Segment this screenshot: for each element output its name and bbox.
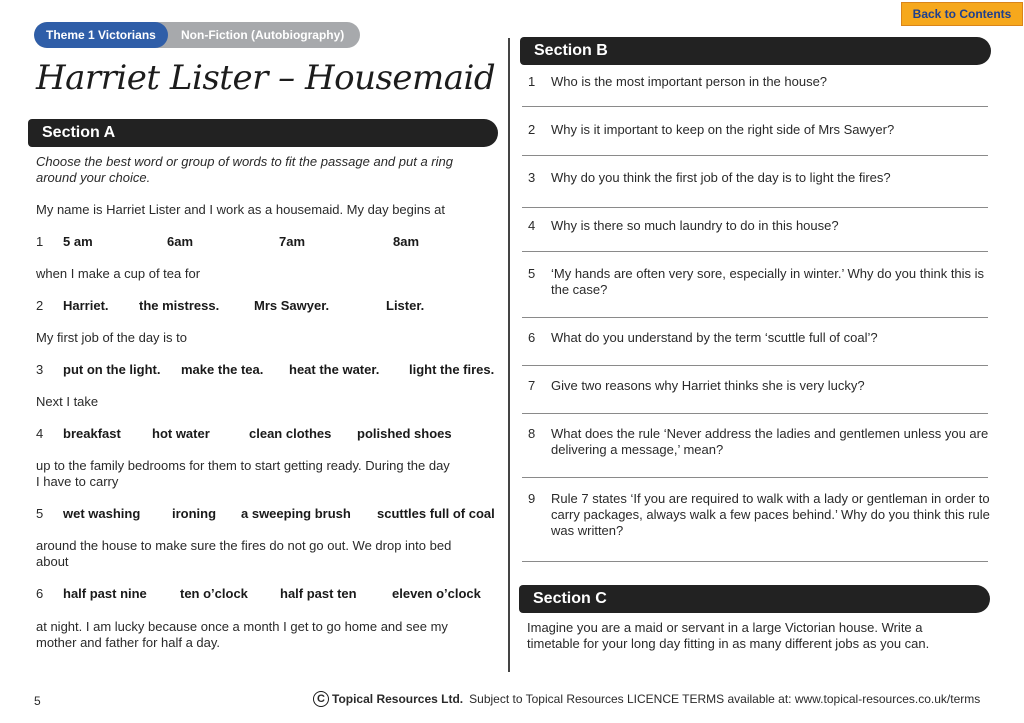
question-number: 2 xyxy=(36,298,44,313)
option[interactable]: 6am xyxy=(167,234,194,249)
answer-line[interactable] xyxy=(522,365,988,366)
publisher-name: Topical Resources Ltd. xyxy=(332,692,464,706)
option[interactable]: light the fires. xyxy=(409,362,495,377)
question-text: Give two reasons why Harriet thinks she is very lucky? xyxy=(551,378,865,393)
question-text: Why is it important to keep on the right side of Mrs Sawyer? xyxy=(551,122,895,137)
question-number: 8 xyxy=(528,426,536,441)
question-number: 6 xyxy=(528,330,536,345)
instruction-line-2: around your choice. xyxy=(36,170,151,185)
option[interactable]: Harriet. xyxy=(63,298,109,313)
column-divider xyxy=(508,38,510,672)
option[interactable]: Mrs Sawyer. xyxy=(254,298,330,313)
section-a-heading: Section A xyxy=(28,119,498,147)
answer-line[interactable] xyxy=(522,251,988,252)
option[interactable]: scuttles full of coal xyxy=(377,506,495,521)
question-number: 1 xyxy=(528,74,536,89)
question-number: 5 xyxy=(36,506,44,521)
back-to-contents-button[interactable]: Back to Contents xyxy=(901,2,1023,26)
option[interactable]: breakfast xyxy=(63,426,121,441)
question-number: 7 xyxy=(528,378,536,393)
option[interactable]: clean clothes xyxy=(249,426,332,441)
passage-line: mother and father for half a day. xyxy=(36,635,221,650)
option[interactable]: half past ten xyxy=(280,586,357,601)
page-title: Harriet Lister – Housemaid xyxy=(36,58,496,98)
genre-label: Non-Fiction (Autobiography) xyxy=(181,28,345,42)
option[interactable]: ten o’clock xyxy=(180,586,248,601)
option[interactable]: wet washing xyxy=(63,506,141,521)
passage-line: around the house to make sure the fires do not go out. We drop into bed xyxy=(36,538,452,553)
question-text: Why is there so much laundry to do in this house? xyxy=(551,218,839,233)
option[interactable]: hot water xyxy=(152,426,210,441)
option[interactable]: make the tea. xyxy=(181,362,264,377)
footer xyxy=(313,691,980,707)
question-text: Rule 7 states ‘If you are required to walk with a lady or gentleman in order to carry packages, always walk a few paces behind.’ Why do you think this rule was written? xyxy=(551,491,990,538)
question-text: Why do you think the first job of the day is to light the fires? xyxy=(551,170,891,185)
question-text: What does the rule ‘Never address the ladies and gentlemen unless you are delivering a message,’ mean? xyxy=(551,426,989,457)
question-number: 5 xyxy=(528,266,536,281)
theme-label: Theme 1 Victorians xyxy=(34,22,168,48)
task-line: timetable for your long day fitting in as many different jobs as you can. xyxy=(527,636,930,651)
option[interactable]: put on the light. xyxy=(63,362,161,377)
licence-text: Subject to Topical Resources LICENCE TERMS available at: www.topical-resources.co.uk/terms xyxy=(469,692,981,706)
question-number: 9 xyxy=(528,491,536,506)
option[interactable]: 5 am xyxy=(63,234,93,249)
option[interactable]: ironing xyxy=(172,506,217,521)
copyright-icon: C xyxy=(313,691,329,707)
question-text: Who is the most important person in the house? xyxy=(551,74,828,89)
option[interactable]: half past nine xyxy=(63,586,147,601)
answer-line[interactable] xyxy=(522,155,988,156)
option[interactable]: eleven o’clock xyxy=(392,586,481,601)
theme-pill xyxy=(34,22,360,48)
option[interactable]: polished shoes xyxy=(357,426,452,441)
task-line: Imagine you are a maid or servant in a large Victorian house. Write a xyxy=(527,620,923,635)
question-number: 3 xyxy=(36,362,44,377)
question-number: 3 xyxy=(528,170,536,185)
question-number: 1 xyxy=(36,234,44,249)
passage-line: at night. I am lucky because once a month I get to go home and see my xyxy=(36,619,448,634)
question-number: 6 xyxy=(36,586,44,601)
answer-line[interactable] xyxy=(522,317,988,318)
question-number: 4 xyxy=(528,218,536,233)
passage-line: up to the family bedrooms for them to start getting ready. During the day xyxy=(36,458,450,473)
passage-line: My first job of the day is to xyxy=(36,330,188,345)
answer-line[interactable] xyxy=(522,477,988,478)
passage-line: about xyxy=(36,554,69,569)
answer-line[interactable] xyxy=(522,207,988,208)
option[interactable]: a sweeping brush xyxy=(241,506,351,521)
option[interactable]: Lister. xyxy=(386,298,425,313)
question-text: What do you understand by the term ‘scuttle full of coal’? xyxy=(551,330,878,345)
option[interactable]: heat the water. xyxy=(289,362,380,377)
section-c-heading: Section C xyxy=(519,585,990,613)
answer-line[interactable] xyxy=(522,413,988,414)
passage-line: I have to carry xyxy=(36,474,119,489)
passage-line: when I make a cup of tea for xyxy=(36,266,201,281)
question-number: 4 xyxy=(36,426,44,441)
answer-line[interactable] xyxy=(522,106,988,107)
question-text: ‘My hands are often very sore, especially in winter.’ Why do you think this is the case? xyxy=(551,266,985,297)
passage-line: Next I take xyxy=(36,394,99,409)
instruction-line-1: Choose the best word or group of words to fit the passage and put a ring xyxy=(36,154,453,169)
option[interactable]: 8am xyxy=(393,234,420,249)
page-number: 5 xyxy=(34,694,41,708)
option[interactable]: the mistress. xyxy=(139,298,220,313)
option[interactable]: 7am xyxy=(279,234,306,249)
answer-line[interactable] xyxy=(522,561,988,562)
question-number: 2 xyxy=(528,122,536,137)
section-b-heading: Section B xyxy=(520,37,991,65)
passage-line: My name is Harriet Lister and I work as a housemaid. My day begins at xyxy=(36,202,445,217)
